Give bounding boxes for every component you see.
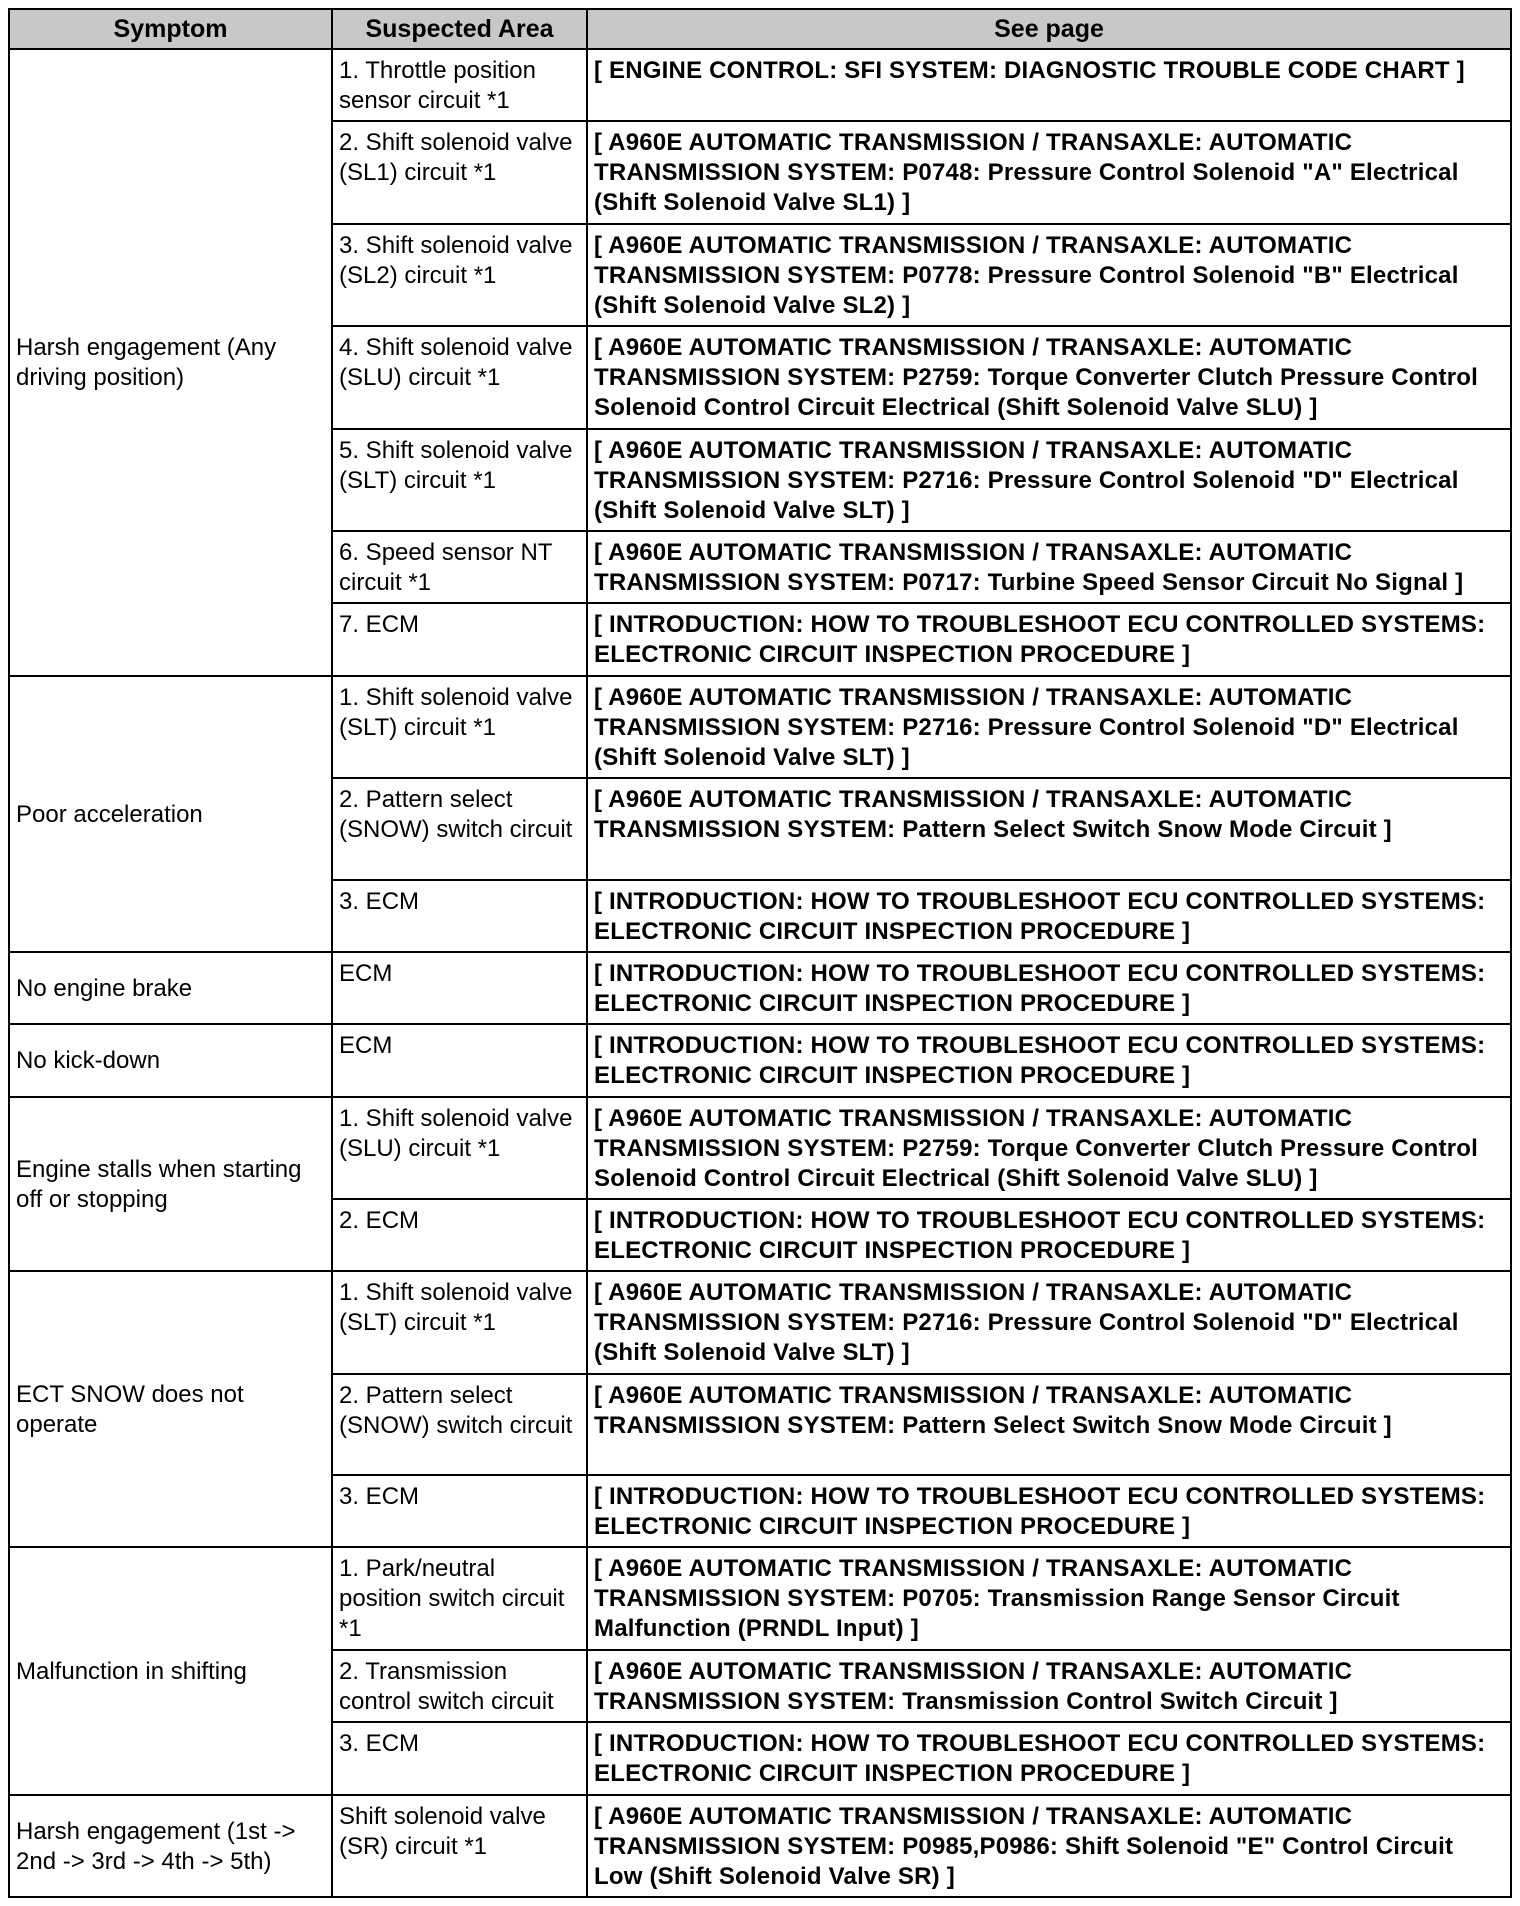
header-see-page: See page [587,9,1511,49]
see-page-reference[interactable]: [ INTRODUCTION: HOW TO TROUBLESHOOT ECU CONTROLLED SYSTEMS: ELECTRONIC CIRCUIT INSPECTION PROCEDURE ] [587,1722,1511,1794]
header-suspected-area: Suspected Area [332,9,587,49]
see-page-reference[interactable]: [ A960E AUTOMATIC TRANSMISSION / TRANSAXLE: AUTOMATIC TRANSMISSION SYSTEM: P2759: Torque Converter Clutch Pressure Control Solenoid Control Circuit Electrical (Shift Solenoid Valve SLU) ] [587,326,1511,428]
suspected-area-cell: 2. Pattern select (SNOW) switch circuit [332,778,587,879]
symptom-cell: Harsh engagement (Any driving position) [9,49,332,676]
symptom-table [8,8,1512,1898]
table-row [9,952,1511,1024]
see-page-reference[interactable]: [ A960E AUTOMATIC TRANSMISSION / TRANSAXLE: AUTOMATIC TRANSMISSION SYSTEM: Pattern Select Switch Snow Mode Circuit ] [587,1374,1511,1475]
symptom-cell: Poor acceleration [9,676,332,952]
symptom-cell: No kick-down [9,1024,332,1096]
suspected-area-cell: 4. Shift solenoid valve (SLU) circuit *1 [332,326,587,428]
see-page-reference[interactable]: [ A960E AUTOMATIC TRANSMISSION / TRANSAXLE: AUTOMATIC TRANSMISSION SYSTEM: P0778: Pressure Control Solenoid "B" Electrical (Shift Solenoid Valve SL2) ] [587,224,1511,326]
table-row [9,1024,1511,1096]
symptom-cell: Engine stalls when starting off or stopping [9,1097,332,1272]
table-row [9,1271,1511,1373]
see-page-reference[interactable]: [ A960E AUTOMATIC TRANSMISSION / TRANSAXLE: AUTOMATIC TRANSMISSION SYSTEM: P2716: Pressure Control Solenoid "D" Electrical (Shift Solenoid Valve SLT) ] [587,429,1511,531]
suspected-area-cell: Shift solenoid valve (SR) circuit *1 [332,1795,587,1898]
table-row [9,1097,1511,1199]
table-row [9,1795,1511,1898]
suspected-area-cell: 1. Throttle position sensor circuit *1 [332,49,587,121]
header-row [9,9,1511,49]
suspected-area-cell: 3. ECM [332,1722,587,1794]
see-page-reference[interactable]: [ A960E AUTOMATIC TRANSMISSION / TRANSAXLE: AUTOMATIC TRANSMISSION SYSTEM: P2759: Torque Converter Clutch Pressure Control Solenoid Control Circuit Electrical (Shift Solenoid Valve SLU) ] [587,1097,1511,1199]
see-page-reference[interactable]: [ INTRODUCTION: HOW TO TROUBLESHOOT ECU CONTROLLED SYSTEMS: ELECTRONIC CIRCUIT INSPECTION PROCEDURE ] [587,1475,1511,1547]
suspected-area-cell: 1. Shift solenoid valve (SLT) circuit *1 [332,1271,587,1373]
symptom-cell: Harsh engagement (1st -> 2nd -> 3rd -> 4th -> 5th) [9,1795,332,1898]
see-page-reference[interactable]: [ A960E AUTOMATIC TRANSMISSION / TRANSAXLE: AUTOMATIC TRANSMISSION SYSTEM: P2716: Pressure Control Solenoid "D" Electrical (Shift Solenoid Valve SLT) ] [587,676,1511,778]
suspected-area-cell: 6. Speed sensor NT circuit *1 [332,531,587,603]
table-row [9,1547,1511,1649]
suspected-area-cell: 7. ECM [332,603,587,675]
see-page-reference[interactable]: [ ENGINE CONTROL: SFI SYSTEM: DIAGNOSTIC TROUBLE CODE CHART ] [587,49,1511,121]
see-page-reference[interactable]: [ A960E AUTOMATIC TRANSMISSION / TRANSAXLE: AUTOMATIC TRANSMISSION SYSTEM: P0705: Transmission Range Sensor Circuit Malfunction (PRNDL Input) ] [587,1547,1511,1649]
symptom-cell: Malfunction in shifting [9,1547,332,1794]
suspected-area-cell: 1. Shift solenoid valve (SLU) circuit *1 [332,1097,587,1199]
see-page-reference[interactable]: [ A960E AUTOMATIC TRANSMISSION / TRANSAXLE: AUTOMATIC TRANSMISSION SYSTEM: Pattern Select Switch Snow Mode Circuit ] [587,778,1511,879]
suspected-area-cell: 2. Transmission control switch circuit [332,1650,587,1722]
see-page-reference[interactable]: [ INTRODUCTION: HOW TO TROUBLESHOOT ECU CONTROLLED SYSTEMS: ELECTRONIC CIRCUIT INSPECTION PROCEDURE ] [587,880,1511,952]
table-row [9,49,1511,121]
table-body [9,49,1511,1897]
suspected-area-cell: ECM [332,952,587,1024]
table-row [9,676,1511,778]
see-page-reference[interactable]: [ A960E AUTOMATIC TRANSMISSION / TRANSAXLE: AUTOMATIC TRANSMISSION SYSTEM: P0985,P0986: Shift Solenoid "E" Control Circuit Low (Shift Solenoid Valve SR) ] [587,1795,1511,1898]
see-page-reference[interactable]: [ INTRODUCTION: HOW TO TROUBLESHOOT ECU CONTROLLED SYSTEMS: ELECTRONIC CIRCUIT INSPECTION PROCEDURE ] [587,1199,1511,1271]
suspected-area-cell: 3. ECM [332,880,587,952]
see-page-reference[interactable]: [ A960E AUTOMATIC TRANSMISSION / TRANSAXLE: AUTOMATIC TRANSMISSION SYSTEM: P0748: Pressure Control Solenoid "A" Electrical (Shift Solenoid Valve SL1) ] [587,121,1511,223]
suspected-area-cell: 3. ECM [332,1475,587,1547]
see-page-reference[interactable]: [ A960E AUTOMATIC TRANSMISSION / TRANSAXLE: AUTOMATIC TRANSMISSION SYSTEM: P0717: Turbine Speed Sensor Circuit No Signal ] [587,531,1511,603]
suspected-area-cell: 2. ECM [332,1199,587,1271]
suspected-area-cell: ECM [332,1024,587,1096]
see-page-reference[interactable]: [ A960E AUTOMATIC TRANSMISSION / TRANSAXLE: AUTOMATIC TRANSMISSION SYSTEM: Transmission Control Switch Circuit ] [587,1650,1511,1722]
suspected-area-cell: 5. Shift solenoid valve (SLT) circuit *1 [332,429,587,531]
see-page-reference[interactable]: [ A960E AUTOMATIC TRANSMISSION / TRANSAXLE: AUTOMATIC TRANSMISSION SYSTEM: P2716: Pressure Control Solenoid "D" Electrical (Shift Solenoid Valve SLT) ] [587,1271,1511,1373]
see-page-reference[interactable]: [ INTRODUCTION: HOW TO TROUBLESHOOT ECU CONTROLLED SYSTEMS: ELECTRONIC CIRCUIT INSPECTION PROCEDURE ] [587,603,1511,675]
suspected-area-cell: 2. Pattern select (SNOW) switch circuit [332,1374,587,1475]
symptom-cell: No engine brake [9,952,332,1024]
suspected-area-cell: 2. Shift solenoid valve (SL1) circuit *1 [332,121,587,223]
suspected-area-cell: 1. Shift solenoid valve (SLT) circuit *1 [332,676,587,778]
header-symptom: Symptom [9,9,332,49]
suspected-area-cell: 1. Park/neutral position switch circuit *1 [332,1547,587,1649]
see-page-reference[interactable]: [ INTRODUCTION: HOW TO TROUBLESHOOT ECU CONTROLLED SYSTEMS: ELECTRONIC CIRCUIT INSPECTION PROCEDURE ] [587,952,1511,1024]
symptom-cell: ECT SNOW does not operate [9,1271,332,1547]
suspected-area-cell: 3. Shift solenoid valve (SL2) circuit *1 [332,224,587,326]
see-page-reference[interactable]: [ INTRODUCTION: HOW TO TROUBLESHOOT ECU CONTROLLED SYSTEMS: ELECTRONIC CIRCUIT INSPECTION PROCEDURE ] [587,1024,1511,1096]
